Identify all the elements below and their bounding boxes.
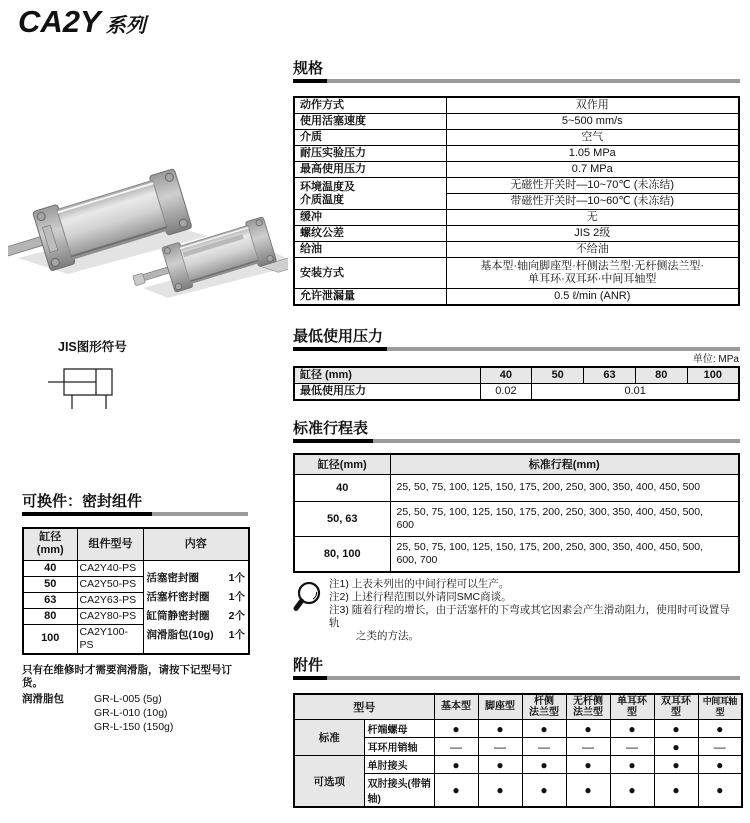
spec-row: 最高使用压力 0.7 MPa	[294, 162, 739, 178]
jis-cylinder-symbol-diagram	[44, 360, 144, 418]
accessory-row: 可选项 单肘接头 ● ● ● ● ● ● ●	[294, 756, 742, 774]
spec-row: 允许泄漏量 0.5 ℓ/min (ANR)	[294, 289, 739, 306]
min-pressure-header-row: 缸径 (mm) 40 50 63 80 100	[294, 367, 739, 384]
magnifier-icon	[293, 578, 329, 643]
right-column	[293, 61, 740, 808]
section-rule	[22, 512, 248, 516]
col-head-flange: 无杆侧 法兰型	[566, 694, 610, 720]
accessories-table	[293, 693, 743, 809]
stroke-row: 40 25, 50, 75, 100, 125, 150, 175, 200, 250, 300, 350, 400, 450, 500	[294, 474, 739, 501]
section-rule	[293, 439, 740, 443]
series-code: CA2Y	[18, 4, 101, 39]
seal-col-model: 组件型号	[77, 528, 143, 560]
stroke-title: 标准行程表	[293, 420, 369, 437]
page-title	[18, 4, 146, 40]
accessory-row: 双肘接头(带销轴) ● ● ● ● ● ● ●	[294, 774, 742, 808]
group-optional: 可选项	[294, 756, 364, 808]
min-pressure-value-row: 最低使用压力 0.02 0.01	[294, 384, 739, 401]
stroke-row: 50, 63 25, 50, 75, 100, 125, 150, 175, 200, 250, 300, 350, 400, 450, 500, 600	[294, 501, 739, 536]
stroke-table	[293, 453, 740, 573]
group-standard: 标准	[294, 720, 364, 756]
seal-kit-title: 可换件：密封组件	[22, 493, 143, 510]
col-double-clevis: 双耳环型	[654, 694, 698, 720]
accessory-row: 耳环用销轴 — — — — — ● —	[294, 738, 742, 756]
seal-row: 80 CA2Y80-PS	[23, 608, 249, 624]
grease-pack-list	[22, 692, 248, 734]
col-rod-flange: 杆侧 法兰型	[522, 694, 566, 720]
note-line: 注2) 上述行程范围以外请同SMC商谈。	[329, 590, 512, 603]
section-rule	[293, 347, 740, 351]
grease-item: GR-L-005 (5g)	[94, 692, 162, 705]
series-suffix: 系列	[105, 15, 146, 37]
accessories-section-header	[293, 658, 740, 680]
grease-pack-label: 润滑脂包	[22, 692, 64, 705]
min-pressure-section-header	[293, 329, 740, 351]
stroke-section-header	[293, 421, 740, 443]
note-line: 之类的方法。	[356, 629, 419, 642]
spec-row: 动作方式 双作用	[294, 97, 739, 114]
model-header-cell: 型号	[294, 694, 434, 720]
accessory-row: 标准 杆端螺母 ● ● ● ● ● ● ●	[294, 720, 742, 738]
seal-contents-cell: 活塞密封圈 1个 活塞杆密封圈 1个 缸筒静密封圈 2个 润滑脂包(10g) 1个	[143, 560, 249, 654]
seal-kit-section	[22, 494, 248, 734]
stroke-notes	[293, 578, 740, 643]
stroke-header-row: 缸径(mm) 标准行程(mm)	[294, 454, 739, 474]
grease-item: GR-L-150 (150g)	[94, 720, 174, 733]
accessories-header-row	[294, 694, 742, 720]
spec-row-mounting: 安装方式 基本型·轴向脚座型·杆侧法兰型·无杆侧法兰型· 单耳环·双耳环·中间耳轴型	[294, 258, 739, 289]
spec-row: 给油 不给油	[294, 242, 739, 258]
grease-item: GR-L-010 (10g)	[94, 706, 168, 719]
seal-row: 100 CA2Y100-PS	[23, 624, 249, 654]
specs-section-header	[293, 61, 740, 83]
seal-col-bore: 缸径 (mm)	[23, 528, 77, 560]
specs-title: 规格	[293, 60, 324, 77]
spec-row-temperature: 带磁性开关时—10~60℃ (未冻结)	[294, 194, 739, 210]
grease-order-note: 只有在维修时才需要润滑脂，请按下记型号订货。	[22, 663, 232, 689]
seal-row: 50 CA2Y50-PS	[23, 576, 249, 592]
seal-col-content: 内容	[143, 528, 249, 560]
specs-table	[293, 96, 740, 306]
seal-kit-table	[22, 527, 250, 655]
col-basic: 基本型	[434, 694, 478, 720]
spec-row: 介质 空气	[294, 130, 739, 146]
stroke-row: 80, 100 25, 50, 75, 100, 125, 150, 175, 200, 250, 300, 350, 400, 450, 500, 600, 700	[294, 536, 739, 572]
section-rule	[293, 676, 740, 680]
seal-row: 40 CA2Y40-PS 活塞密封圈 1个 活塞杆密封圈 1个 缸筒静密封圈 2个 润滑脂包(10g) 1个	[23, 560, 249, 576]
accessories-section	[293, 658, 740, 809]
spec-row-temperature: 环境温度及 介质温度 无磁性开关时—10~70℃ (未冻结)	[294, 178, 739, 194]
section-rule	[293, 79, 740, 83]
spec-row: 缓冲 无	[294, 210, 739, 226]
note-line: 注3) 随着行程的增长，由于活塞杆的下弯或其它因素会产生滑动阻力，使用时可设置导轨	[329, 603, 730, 629]
col-foot: 脚座型	[478, 694, 522, 720]
col-single-clevis: 单耳环型	[610, 694, 654, 720]
spec-row: 使用活塞速度 5~500 mm/s	[294, 114, 739, 130]
col-trunnion: 中间耳轴型	[698, 694, 742, 720]
spec-row: 耐压实验压力 1.05 MPa	[294, 146, 739, 162]
min-pressure-title: 最低使用压力	[293, 328, 384, 345]
seal-kit-section-header	[22, 494, 248, 516]
min-pressure-table	[293, 366, 740, 401]
stroke-section	[293, 421, 740, 643]
min-pressure-section	[293, 329, 740, 401]
note-line: 注1) 上表未列出的中间行程可以生产。	[329, 577, 510, 590]
spec-row: 螺纹公差 JIS 2级	[294, 226, 739, 242]
jis-symbol-label: JIS图形符号	[58, 340, 127, 354]
seal-row: 63 CA2Y63-PS	[23, 592, 249, 608]
unit-note: 单位: MPa	[692, 354, 739, 365]
accessories-title: 附件	[293, 656, 324, 674]
product-photo	[8, 140, 288, 300]
